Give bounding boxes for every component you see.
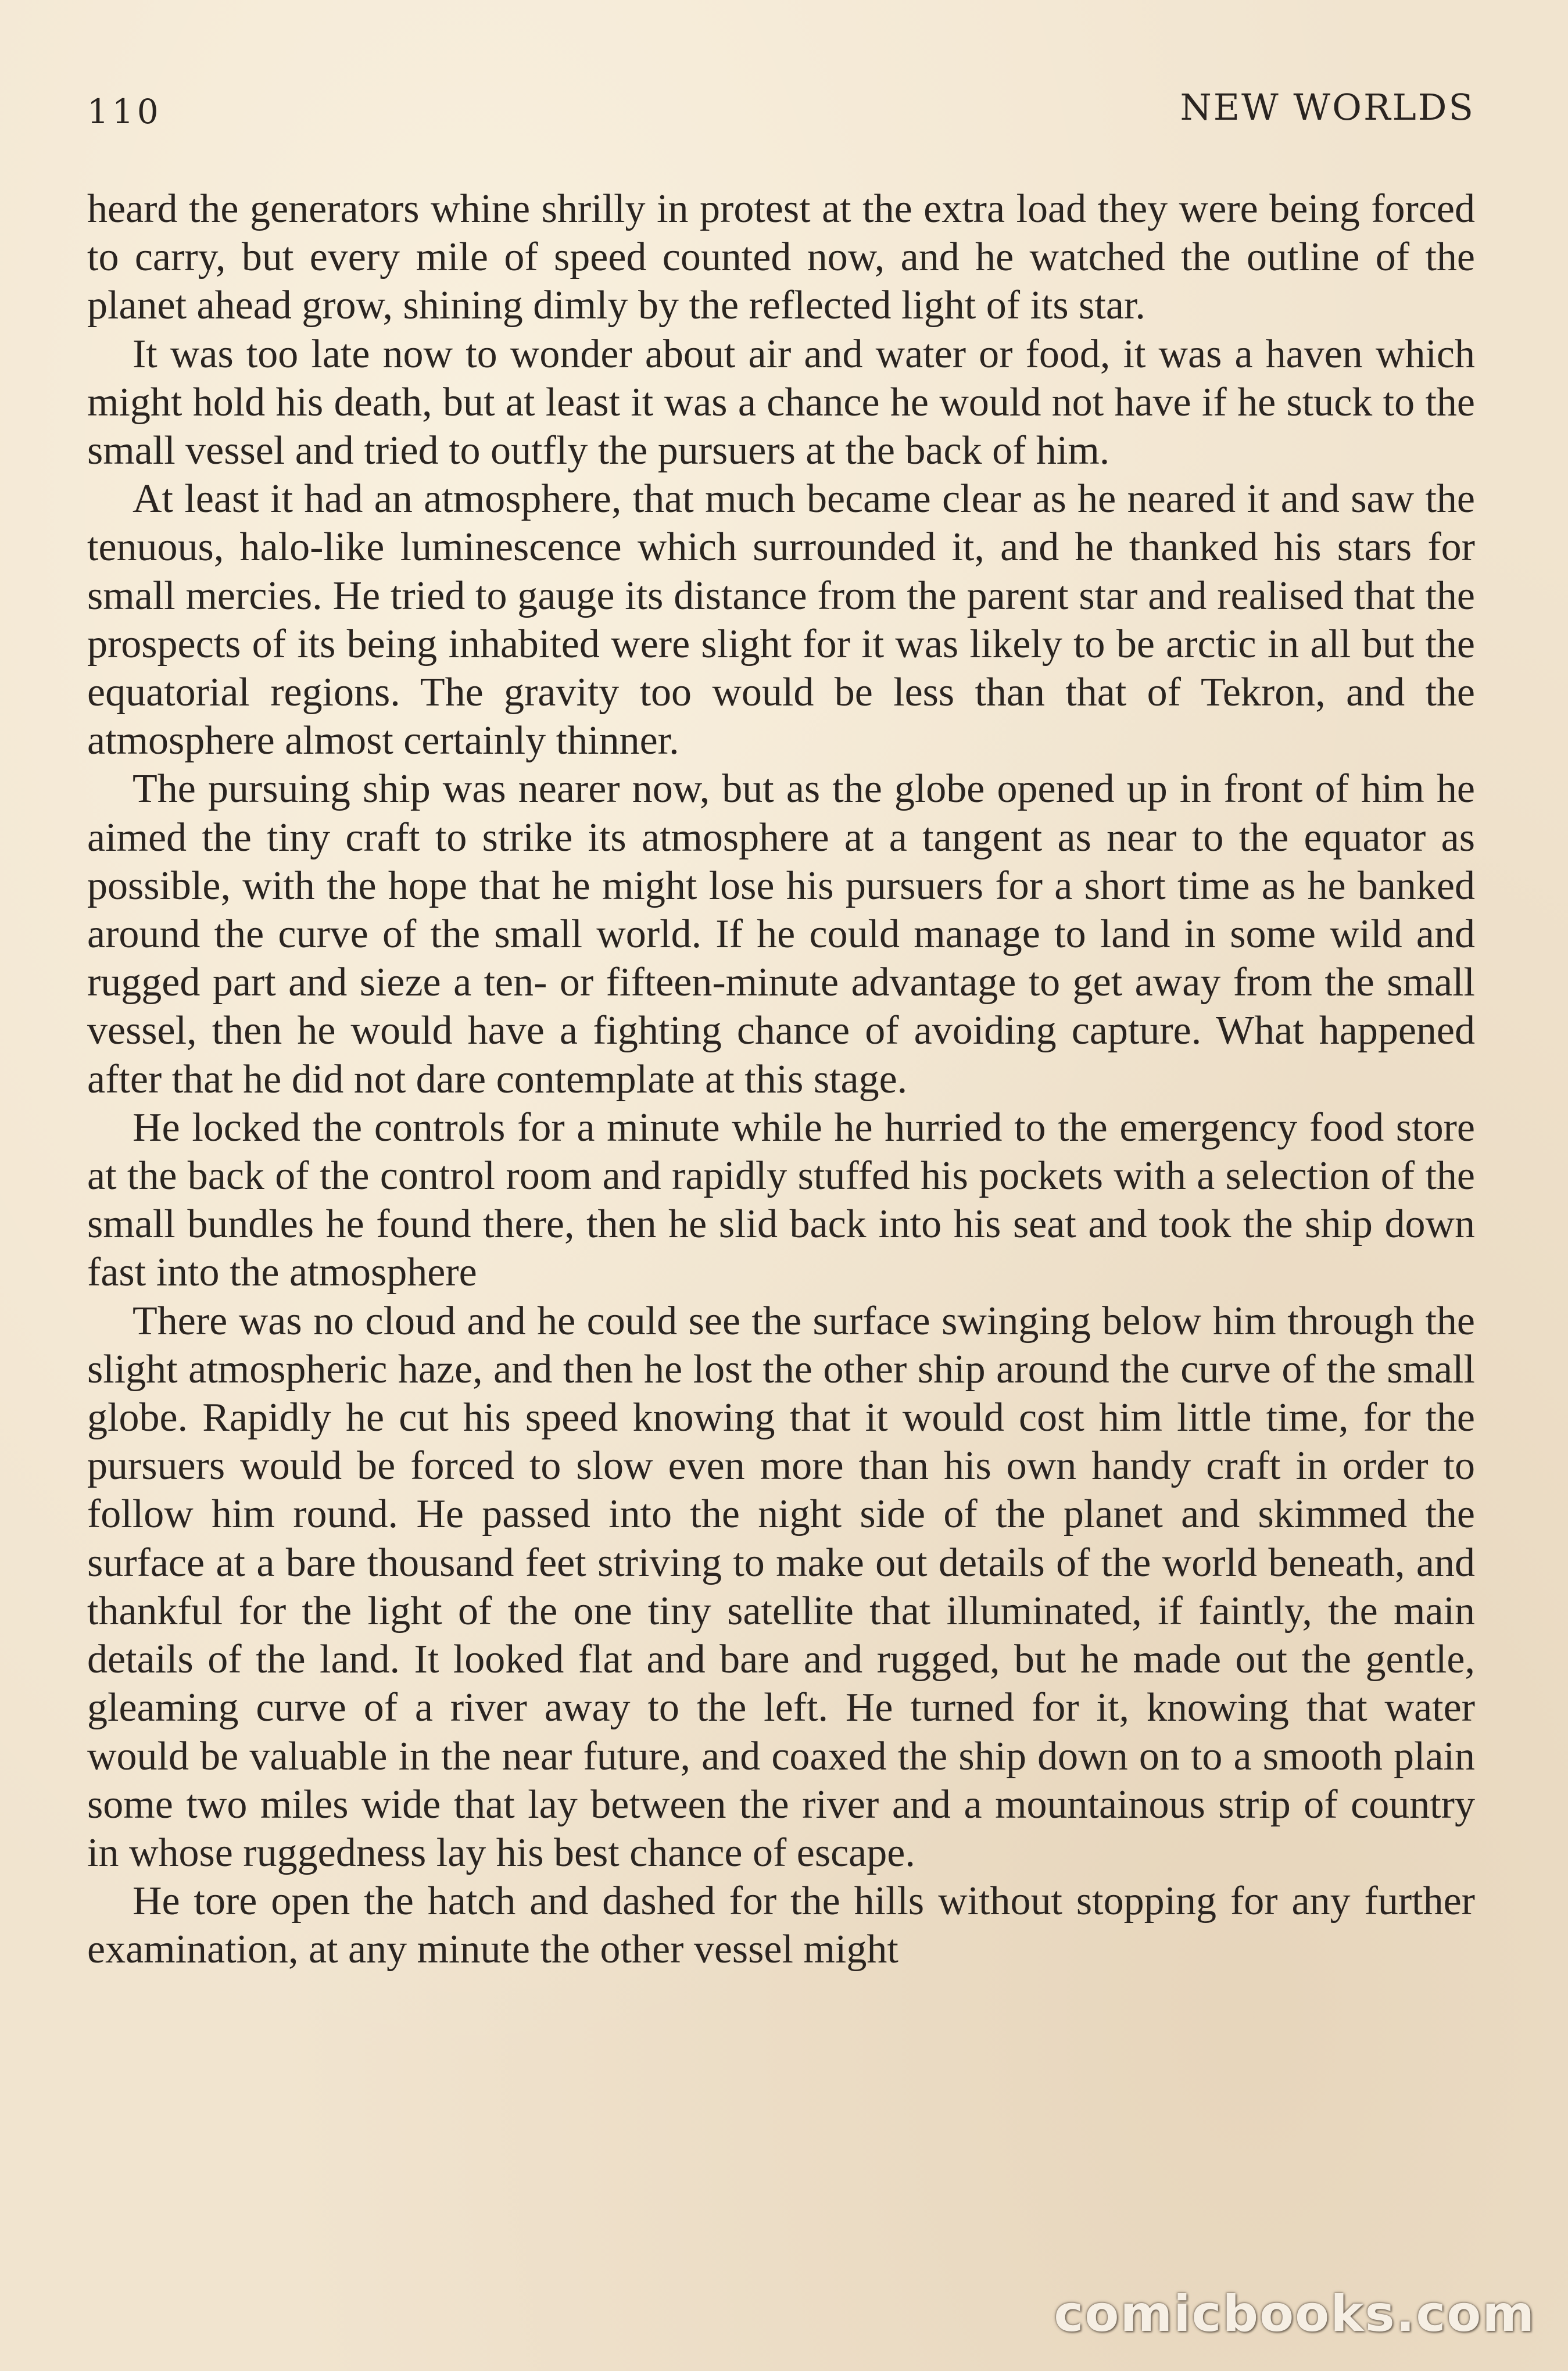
- page-header: [87, 81, 1475, 145]
- page-number: 110: [87, 92, 162, 131]
- paragraph-5: He locked the controls for a minute while he hurried to the emergency food store at the back of the control room and rapidly stuffed his pockets with a selection of the small bundles he found there, then he slid back into his seat and took the ship down fast into the atmosphere: [87, 1105, 1475, 1295]
- paragraph-1: heard the generators whine shrilly in protest at the extra load they were being forced to carry, but every mile of speed counted now, and he watched the outline of the planet ahead grow, shining dimly by the reflected light of its star.: [87, 187, 1475, 328]
- paragraph-3: At least it had an atmosphere, that much became clear as he neared it and saw the tenuous, halo-like luminescence which surrounded it, and he thanked his stars for small mercies. He tried to gauge its distance from the parent star and realised that the prospects of its being inhabited were slight for it was likely to be arctic in all but the equatorial regions. The gravity too would be less than that of Tekron, and the atmosphere almost certainly thinner.: [87, 477, 1475, 764]
- paragraph-6: There was no cloud and he could see the surface swinging below him through the slight atmospheric haze, and then he lost the other ship around the curve of the small globe. Rapidly he cut his speed knowing that it would cost him little time, for the pursuers would be forced to slow even more than his own handy craft in order to follow him round. He passed into the night side of the planet and skimmed the surface at a bare thousand feet striving to make out details of the world beneath, and thankful for the light of the one tiny satellite that illuminated, if faintly, the main details of the land. It looked flat and bare and rugged, but he made out the gentle, gleaming curve of a river away to the left. He turned for it, knowing that water would be valuable in the near future, and coaxed the ship down on to a smooth plain some two miles wide that lay between the river and a mountainous strip of country in whose ruggedness lay his best chance of escape.: [87, 1298, 1475, 1875]
- body-text: [87, 185, 1475, 1974]
- paragraph-4: The pursuing ship was nearer now, but as the globe opened up in front of him he aimed the tiny craft to strike its atmosphere at a tangent as near to the equator as possible, with the hope that he might lose his pursuers for a short time as he banked around the curve of the small world. If he could manage to land in some wild and rugged part and sieze a ten- or fifteen-minute advantage to get away from the small vessel, then he would have a fighting chance of avoiding capture. What happened after that he did not dare contemplate at this stage.: [87, 767, 1475, 1102]
- paragraph-7: He tore open the hatch and dashed for the hills without stopping for any further examination, at any minute the other vessel might: [87, 1879, 1475, 1972]
- paragraph-2: It was too late now to wonder about air and water or food, it was a haven which might hold his death, but at least it was a chance he would not have if he stuck to the small vessel and tried to outfly the pursuers at the back of him.: [87, 331, 1475, 474]
- watermark: comicbooks.com: [1054, 2285, 1535, 2343]
- running-head: NEW WORLDS: [1180, 86, 1475, 128]
